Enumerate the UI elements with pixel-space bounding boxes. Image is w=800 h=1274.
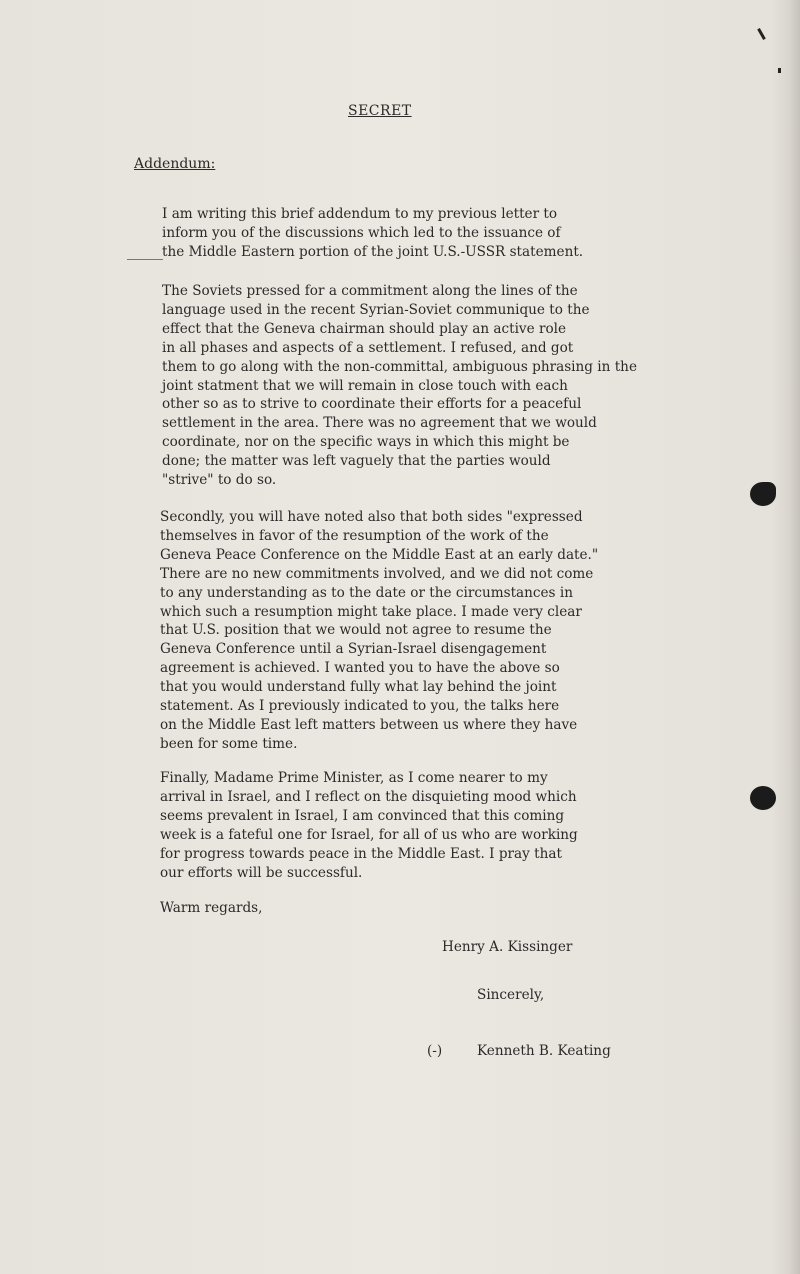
signed-mark: (-) [427, 1043, 443, 1059]
punch-hole [750, 786, 776, 810]
paragraph-intro: I am writing this brief addendum to my previous letter to inform you of the discussions which led to the issuance of the Middle Eastern portion of the joint U.S.-USSR statement. [162, 206, 584, 260]
paper-mark [757, 28, 766, 40]
paragraph-geneva-conference: Secondly, you will have noted also that both sides "expressed themselves in favor of the resumption of the work of the Geneva Peace Conference on the Middle East at an early date." There are no new commitments involved, and we did not come to any understanding as to the date or the circumstances in which such a resumption might take place. I made very clear that U.S. position that we would not agree to resume the Geneva Conference until a Syrian-Israel disengagement agreement is achieved. I wanted you to have the above so that you would understand fully what lay behind the joint statement. As I previously indicated to you, the talks here on the Middle East left matters between us where they have been for some time. [160, 509, 599, 752]
signature-name: Henry A. Kissinger [442, 939, 573, 955]
signature-block [427, 1043, 611, 1059]
page-edge-shadow [772, 0, 800, 1274]
closing-line: Warm regards, [160, 900, 263, 916]
classification-heading: SECRET [348, 103, 412, 119]
paper-mark [778, 68, 781, 73]
addendum-label: Addendum: [134, 156, 216, 172]
margin-line [127, 259, 163, 260]
valediction: Sincerely, [477, 987, 545, 1003]
paragraph-closing-remarks: Finally, Madame Prime Minister, as I come nearer to my arrival in Israel, and I reflect on the disquieting mood which seems prevalent in Israel, I am convinced that this coming week is a fateful one for Israel, for all of us who are working for progress towards peace in the Middle East. I pray that our efforts will be successful. [160, 770, 578, 881]
signer-name: Kenneth B. Keating [477, 1043, 611, 1059]
punch-hole [750, 482, 776, 506]
paragraph-soviet-commitment: The Soviets pressed for a commitment along the lines of the language used in the recent Syrian-Soviet communique to the effect that the Geneva chairman should play an active role in all phases and aspects of a settlement. I refused, and got them to go along with the non-committal, ambiguous phrasing in the joint statment that we will remain in close touch with each other so as to strive to coordinate their efforts for a peaceful settlement in the area. There was no agreement that we would coordinate, nor on the specific ways in which this might be done; the matter was left vaguely that the parties would "strive" to do so. [162, 283, 637, 489]
